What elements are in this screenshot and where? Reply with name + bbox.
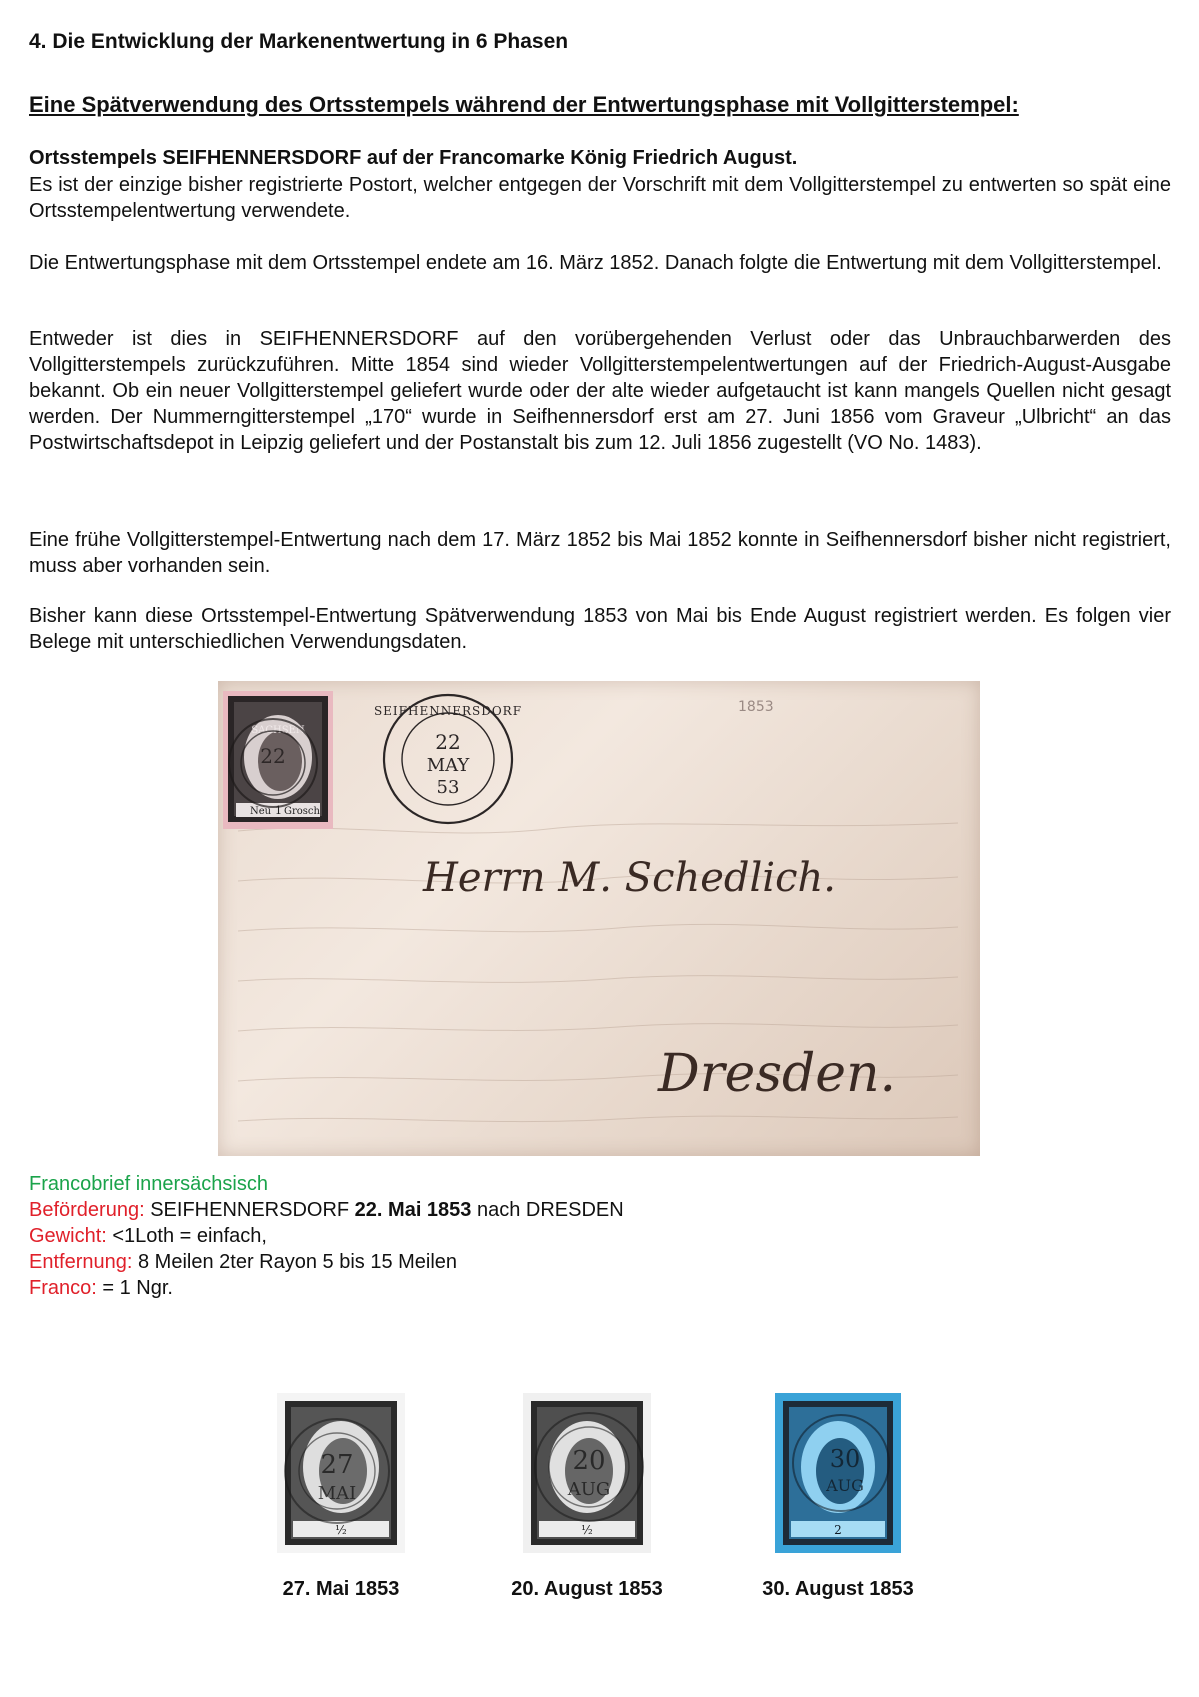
stamp-2-value: ½ [581, 1523, 593, 1537]
desc-transport-to: nach DRESDEN [476, 1199, 624, 1221]
stamp-3-value: 2 [834, 1523, 842, 1537]
cover-stamp-country: SACHSEN [251, 725, 305, 736]
paragraph-3: Entweder ist dies in SEIFHENNERSDORF auf den vorübergehenden Verlust oder das Unbrauchbarwerden des Vollgitterstempels zurückzuführen. Mitte 1854 sind wieder Vollgitterstempelentwertungen auf der Friedrich-August-Ausgabe bekannt. Ob ein neuer Vollgitterstempel geliefert wurde oder der alte wieder aufgetaucht ist kann mangels Quellen nicht gesagt werden. Der Nummerngitterstempel „170“ wurde in Seifhennersdorf erst am 27. Juni 1856 vom Graveur „Ulbricht“ an das Postwirtschaftsdepot in Leipzig geliefert und der Postanstalt bis zum 12. Juli 1856 zugestellt (VO No. 1483). [29, 328, 1171, 454]
desc-transport-label: Beförderung: [29, 1199, 145, 1221]
cover-address-line1: Herrn M. Schedlich. [423, 855, 836, 901]
stamp-1-value: ½ [335, 1523, 347, 1537]
desc-distance-value: 8 Meilen 2ter Rayon 5 bis 15 Meilen [137, 1251, 458, 1273]
stamp-1-pm-month: MAI [317, 1483, 357, 1504]
stamp-1-pm-day: 27 [320, 1450, 354, 1480]
desc-franco-label: Franco: [29, 1277, 97, 1299]
paragraph-5: Bisher kann diese Ortsstempel-Entwertung Spätverwendung 1853 von Mai bis Ende August registriert werden. Es folgen vier Belege mit unterschiedlichen Verwendungsdaten. [29, 605, 1171, 653]
desc-type-label: Francobrief innersächsisch [29, 1173, 268, 1195]
cover-postmark-day: 22 [435, 730, 461, 754]
cover-stamp-pm-day: 22 [260, 744, 286, 768]
section-heading: 4. Die Entwicklung der Markenentwertung in 6 Phasen [29, 30, 569, 53]
desc-franco [29, 1275, 173, 1301]
cover-image [218, 681, 980, 1156]
cover-drawing [218, 681, 980, 1156]
desc-weight [29, 1223, 267, 1249]
stamp-2-caption: 20. August 1853 [511, 1578, 663, 1600]
stamp-2 [523, 1393, 651, 1558]
intro-title: Ortsstempels SEIFHENNERSDORF auf der Francomarke König Friedrich August. [29, 147, 798, 169]
cover-pencil-note: 1853 [738, 699, 774, 715]
desc-transport-date: 22. Mai 1853 [354, 1199, 472, 1221]
stamp-2-pm-month: AUG [567, 1479, 611, 1500]
paragraph-4: Eine frühe Vollgitterstempel-Entwertung nach dem 17. März 1852 bis Mai 1852 konnte in Seifhennersdorf bisher nicht registriert, muss aber vorhanden sein. [29, 529, 1171, 577]
stamp-3 [775, 1393, 901, 1558]
desc-weight-label: Gewicht: [29, 1225, 107, 1247]
cover-postmark-month: MAY [426, 755, 470, 776]
stamp-1-caption: 27. Mai 1853 [282, 1578, 400, 1600]
cover-stamp-value-left: Neu [250, 806, 272, 817]
desc-transport-from: SEIFHENNERSDORF [150, 1199, 350, 1221]
cover-address-line2: Dresden. [658, 1044, 897, 1104]
stamp-3-pm-month: AUG [826, 1476, 864, 1495]
cover-postmark-year: 53 [436, 777, 460, 798]
desc-franco-value: = 1 Ngr. [102, 1277, 173, 1299]
desc-weight-value: <1Loth = einfach, [112, 1225, 267, 1247]
desc-distance [29, 1249, 457, 1275]
stamp-3-pm-day: 30 [829, 1445, 861, 1473]
desc-transport [29, 1197, 624, 1223]
desc-type [29, 1171, 268, 1197]
paragraph-2: Die Entwertungsphase mit dem Ortsstempel endete am 16. März 1852. Danach folgte die Entwertung mit dem Vollgitterstempel. [29, 252, 1162, 274]
cover-stamp-value-num: 1 [275, 804, 282, 817]
stamp-3-caption: 30. August 1853 [762, 1578, 914, 1600]
cover-stamp-value-right: Grosch [284, 806, 320, 817]
stamp-2-pm-day: 20 [572, 1446, 606, 1476]
cover-postmark-place: SEIFHENNERSDORF [373, 704, 523, 718]
desc-distance-label: Entfernung: [29, 1251, 133, 1273]
paragraph-1: Es ist der einzige bisher registrierte Postort, welcher entgegen der Vorschrift mit dem Vollgitterstempel zu entwerten so spät eine Ortsstempelentwertung verwendete. [29, 174, 1171, 222]
subheading: Eine Spätverwendung des Ortsstempels während der Entwertungsphase mit Vollgitterstempel: [29, 92, 1019, 117]
stamp-1 [277, 1393, 405, 1558]
